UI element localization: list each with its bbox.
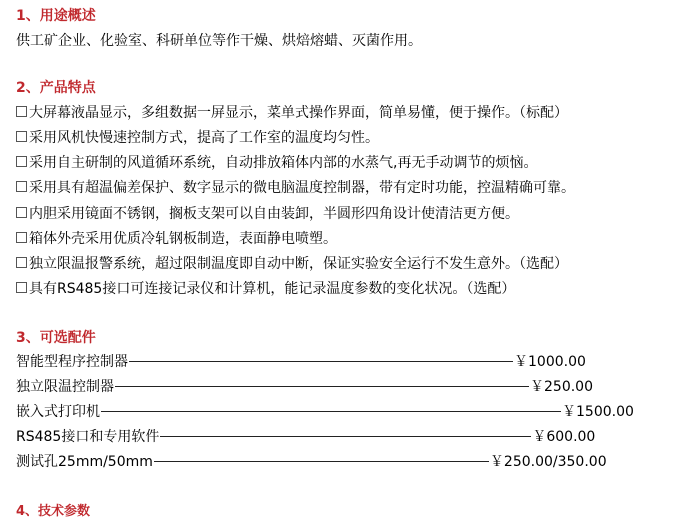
accessory-price: ￥250.00 xyxy=(530,379,593,395)
params-heading: 4、技术参数 xyxy=(16,504,91,519)
feature-item: 采用自主研制的风道循环系统，自动排放箱体内部的水蒸气,再无手动调节的烦恼。 xyxy=(16,152,537,172)
leader-line xyxy=(154,461,489,462)
accessory-row xyxy=(16,376,593,396)
leader-line xyxy=(160,436,531,437)
accessories-heading: 3、可选配件 xyxy=(16,330,96,346)
checkbox-bullet-icon xyxy=(16,181,27,192)
accessory-price: ￥1500.00 xyxy=(562,404,634,420)
leader-line xyxy=(115,386,529,387)
accessory-price: ￥600.00 xyxy=(532,429,596,445)
accessory-name: RS485接口和专用软件 xyxy=(16,429,160,445)
accessory-row xyxy=(16,426,595,446)
checkbox-bullet-icon xyxy=(16,156,27,167)
feature-item: 采用具有超温偏差保护、数字显示的微电脑温度控制器，带有定时功能，控温精确可靠。 xyxy=(16,177,575,197)
checkbox-bullet-icon xyxy=(16,207,27,218)
accessory-name: 嵌入式打印机 xyxy=(16,404,100,420)
accessory-price: ￥1000.00 xyxy=(514,354,586,370)
checkbox-bullet-icon xyxy=(16,282,27,293)
accessory-name: 智能型程序控制器 xyxy=(16,354,128,370)
checkbox-bullet-icon xyxy=(16,106,27,117)
accessory-price: ￥250.00/350.00 xyxy=(489,454,607,470)
checkbox-bullet-icon xyxy=(16,257,27,268)
accessory-row xyxy=(16,401,634,421)
feature-item: 独立限温报警系统，超过限制温度即自动中断，保证实验安全运行不发生意外。（选配） xyxy=(16,253,568,273)
accessory-name: 独立限温控制器 xyxy=(16,379,114,395)
feature-item: 采用风机快慢速控制方式，提高了工作室的温度均匀性。 xyxy=(16,127,379,147)
feature-item: 箱体外壳采用优质冷轧钢板制造，表面静电喷塑。 xyxy=(16,228,337,248)
checkbox-bullet-icon xyxy=(16,131,27,142)
feature-item: 具有RS485接口可连接记录仪和计算机，能记录温度参数的变化状况。（选配） xyxy=(16,278,515,298)
usage-heading: 1、用途概述 xyxy=(16,8,96,24)
accessory-row xyxy=(16,351,586,371)
leader-line xyxy=(129,361,513,362)
usage-text: 供工矿企业、化验室、科研单位等作干燥、烘焙熔蜡、灭菌作用。 xyxy=(16,33,422,49)
features-heading: 2、产品特点 xyxy=(16,80,96,96)
feature-item: 内胆采用镜面不锈钢，搁板支架可以自由装卸，半圆形四角设计使清洁更方便。 xyxy=(16,203,519,223)
checkbox-bullet-icon xyxy=(16,232,27,243)
accessory-row xyxy=(16,451,607,471)
accessory-name: 测试孔25mm/50mm xyxy=(16,454,153,470)
leader-line xyxy=(101,411,561,412)
feature-item: 大屏幕液晶显示，多组数据一屏显示，菜单式操作界面，简单易懂，便于操作。（标配） xyxy=(16,102,568,122)
